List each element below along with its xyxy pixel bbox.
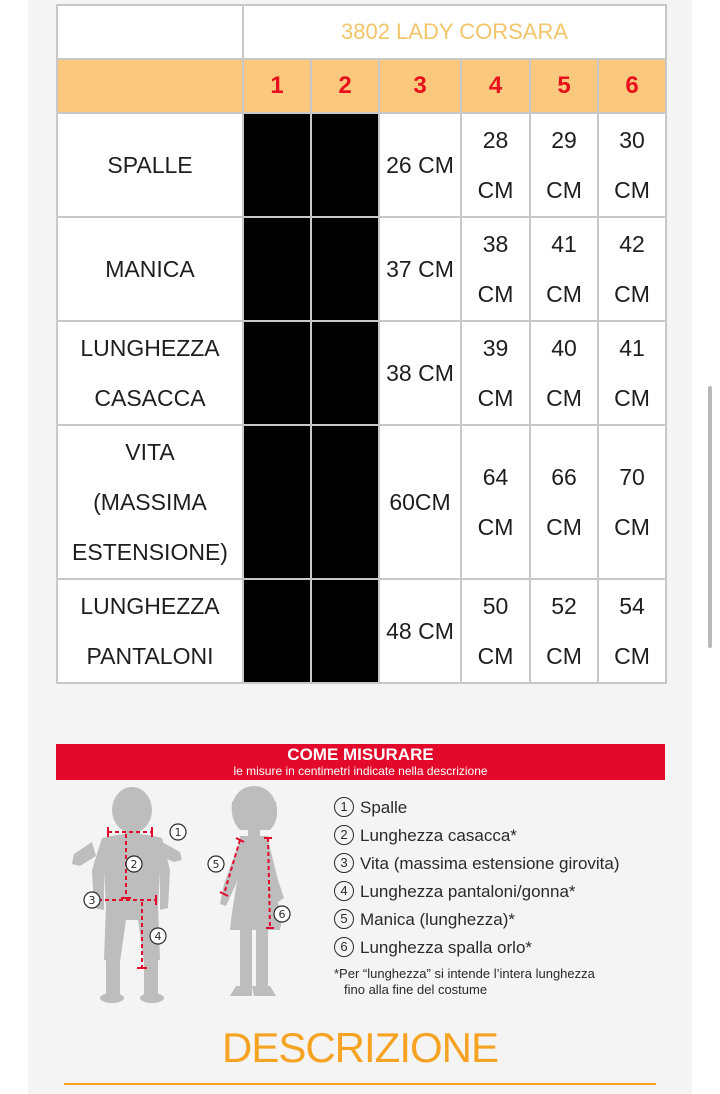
size-6-value: 70 CM (599, 426, 667, 580)
redacted-cell (312, 322, 380, 426)
list-item: 4 Lunghezza pantaloni/gonna* (334, 878, 674, 906)
redacted-cell (312, 218, 380, 322)
child-side-figure (196, 780, 316, 1016)
size-chart-table (56, 4, 667, 684)
table-row (58, 114, 667, 218)
header-blank-cell (58, 60, 244, 114)
row-label-line: LUNGHEZZA (80, 335, 220, 361)
measuring-guide (56, 744, 665, 1004)
size-4-value: 64 CM (462, 426, 531, 580)
list-item: 5 Manica (lunghezza)* (334, 906, 674, 934)
redacted-cell (244, 218, 312, 322)
description-heading: DESCRIZIONE (221, 1024, 499, 1071)
marker-4-label: 4 (154, 930, 162, 943)
redacted-cell (244, 114, 312, 218)
size-4-value: 28 CM (462, 114, 531, 218)
row-label-line: (MASSIMA (93, 489, 207, 515)
redacted-cell (244, 426, 312, 580)
redacted-cell (312, 114, 380, 218)
size-header-6: 6 (599, 60, 667, 114)
size-6-value: 30 CM (599, 114, 667, 218)
size-3-value: 38 CM (380, 322, 462, 426)
guide-title: COME MISURARE (287, 745, 434, 764)
row-label (58, 218, 244, 322)
list-item: 3 Vita (massima estensione girovita) (334, 850, 674, 878)
list-item: 6 Lunghezza spalla orlo* (334, 934, 674, 962)
size-6-value: 41 CM (599, 322, 667, 426)
row-label (58, 322, 244, 426)
marker-2-label: 2 (130, 858, 138, 871)
list-item: 2 Lunghezza casacca* (334, 822, 674, 850)
row-label-line: SPALLE (107, 152, 193, 178)
row-label (58, 580, 244, 684)
table-row (58, 322, 667, 426)
row-label (58, 426, 244, 580)
row-label-line: CASACCA (94, 385, 206, 411)
guide-subtitle: le misure in centimetri indicate nella descrizione (233, 764, 488, 778)
row-label (58, 114, 244, 218)
row-label-line: ESTENSIONE) (72, 539, 228, 565)
size-5-value: 66 CM (531, 426, 599, 580)
table-title-row (58, 6, 667, 60)
size-header-1: 1 (244, 60, 312, 114)
marker-5-label: 5 (212, 858, 220, 871)
redacted-cell (312, 426, 380, 580)
marker-1-label: 1 (174, 826, 182, 839)
marker-6-label: 6 (278, 908, 286, 921)
guide-banner (56, 744, 665, 780)
size-5-value: 40 CM (531, 322, 599, 426)
size-header-4: 4 (462, 60, 531, 114)
redacted-cell (312, 580, 380, 684)
size-4-value: 50 CM (462, 580, 531, 684)
redacted-cell (244, 322, 312, 426)
size-4-value: 39 CM (462, 322, 531, 426)
size-6-value: 42 CM (599, 218, 667, 322)
size-header-5: 5 (531, 60, 599, 114)
scrollbar-thumb[interactable] (708, 386, 712, 648)
size-header-row (58, 60, 667, 114)
table-row (58, 218, 667, 322)
child-front-figure (62, 780, 202, 1016)
corner-cell (58, 6, 244, 60)
list-item: 1 Spalle (334, 794, 674, 822)
product-title: 3802 LADY CORSARA (244, 6, 667, 60)
size-5-value: 29 CM (531, 114, 599, 218)
table-row (58, 580, 667, 684)
size-4-value: 38 CM (462, 218, 531, 322)
size-5-value: 41 CM (531, 218, 599, 322)
size-5-value: 52 CM (531, 580, 599, 684)
size-3-value: 60CM (380, 426, 462, 580)
redacted-cell (244, 580, 312, 684)
row-label-line: PANTALONI (86, 643, 214, 669)
size-3-value: 37 CM (380, 218, 462, 322)
size-6-value: 54 CM (599, 580, 667, 684)
table-row (58, 426, 667, 580)
length-footnote: *Per “lunghezza” si intende l’intera lunghezza fino alla fine del costume (334, 966, 595, 997)
measurement-legend (334, 794, 674, 962)
size-header-2: 2 (312, 60, 380, 114)
row-label-line: LUNGHEZZA (80, 593, 220, 619)
row-label-line: MANICA (105, 256, 195, 282)
size-header-3: 3 (380, 60, 462, 114)
description-divider (64, 1083, 656, 1085)
size-3-value: 26 CM (380, 114, 462, 218)
marker-3-label: 3 (88, 894, 96, 907)
size-3-value: 48 CM (380, 580, 462, 684)
row-label-line: VITA (125, 439, 175, 465)
